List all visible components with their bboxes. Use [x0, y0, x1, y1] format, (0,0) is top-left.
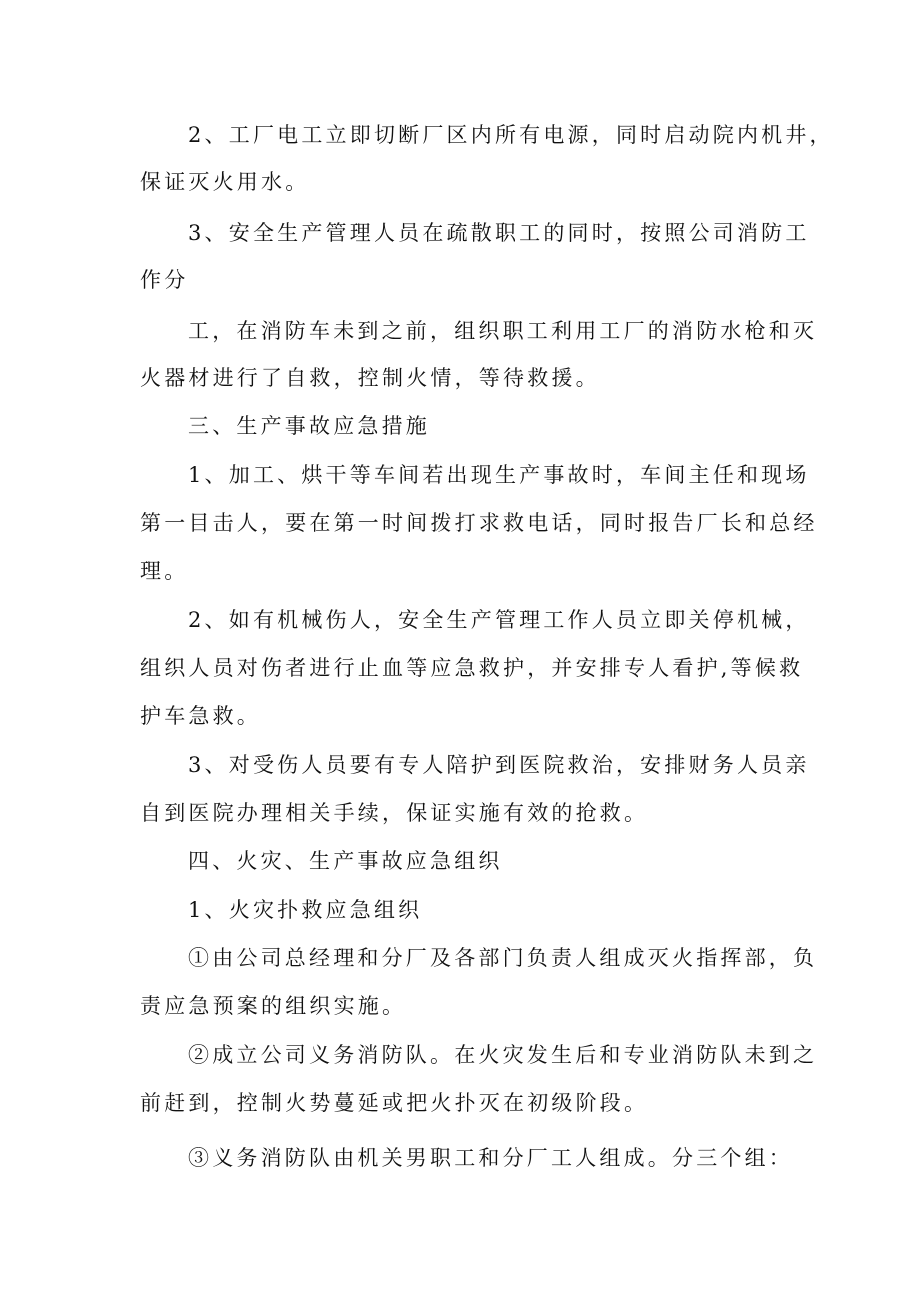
paragraph-line: 理。: [140, 559, 189, 583]
subsection-heading: 1、火灾扑救应急组织: [188, 898, 423, 922]
paragraph-line: 护车急救。: [140, 704, 261, 728]
paragraph-line: 火器材进行了自救，控制火情，等待救援。: [140, 366, 600, 390]
paragraph-line: 作分: [140, 268, 189, 292]
paragraph-line: 2、工厂电工立即切断厂区内所有电源，同时启动院内机井，: [188, 123, 834, 147]
paragraph-line: ②成立公司义务消防队。在火灾发生后和专业消防队未到之: [188, 1043, 818, 1067]
paragraph-line: 2、如有机械伤人，安全生产管理工作人员立即关停机械，: [188, 608, 810, 632]
paragraph-line: 前赶到，控制火势蔓延或把火扑灭在初级阶段。: [140, 1091, 649, 1115]
section-heading: 四、火灾、生产事故应急组织: [188, 849, 503, 873]
paragraph-line: 自到医院办理相关手续，保证实施有效的抢救。: [140, 801, 649, 825]
section-heading: 三、生产事故应急措施: [188, 414, 430, 438]
paragraph-line: 组织人员对伤者进行止血等应急救护，并安排专人看护,等候救: [140, 656, 804, 680]
paragraph-line: ③义务消防队由机关男职工和分厂工人组成。分三个组：: [188, 1146, 793, 1170]
paragraph-line: 3、对受伤人员要有专人陪护到医院救治，安排财务人员亲: [188, 753, 810, 777]
paragraph-line: 3、安全生产管理人员在疏散职工的同时，按照公司消防工: [188, 221, 810, 245]
paragraph-line: ①由公司总经理和分厂及各部门负责人组成灭火指挥部，负: [188, 946, 818, 970]
paragraph-line: 第一目击人，要在第一时间拨打求救电话，同时报告厂长和总经: [140, 511, 818, 535]
paragraph-line: 1、加工、烘干等车间若出现生产事故时，车间主任和现场: [188, 463, 810, 487]
paragraph-line: 保证灭火用水。: [140, 170, 310, 194]
paragraph-line: 工，在消防车未到之前，组织职工利用工厂的消防水枪和灭: [188, 319, 818, 343]
paragraph-line: 责应急预案的组织实施。: [140, 994, 407, 1018]
